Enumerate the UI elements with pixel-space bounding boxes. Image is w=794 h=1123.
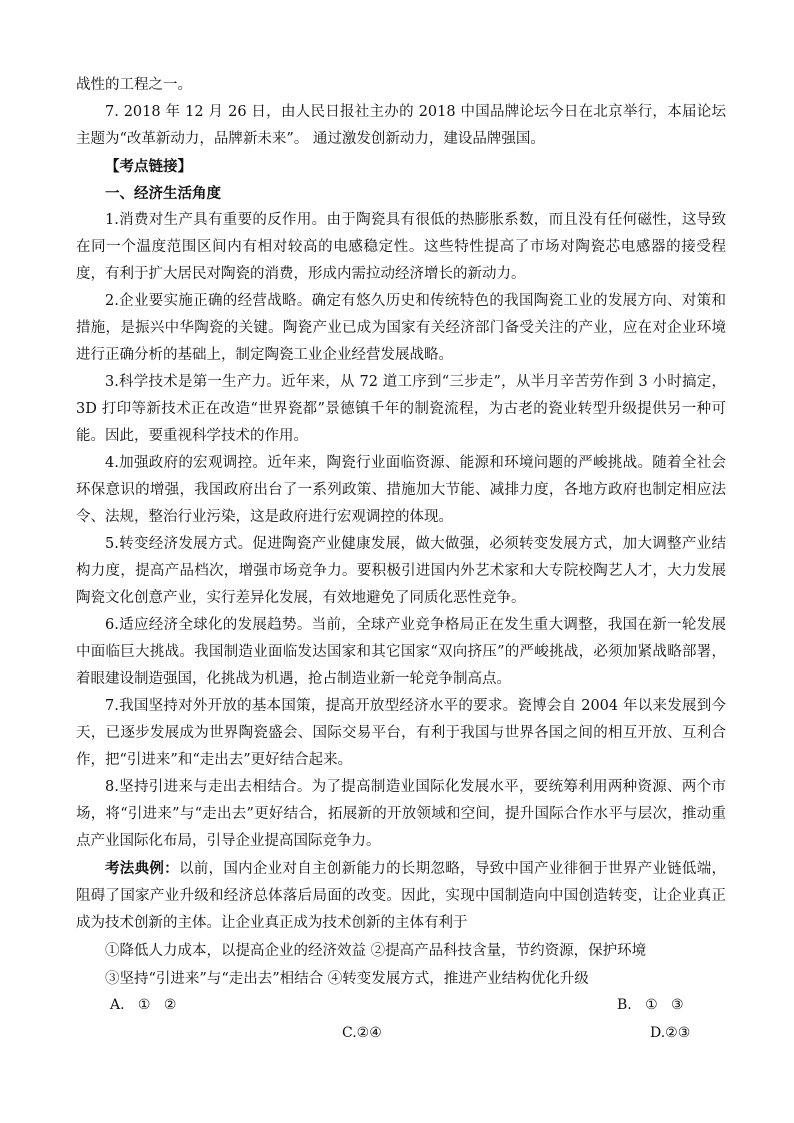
section-heading-economic: 一、经济生活角度 (105, 185, 221, 202)
document-body (76, 72, 726, 1055)
point-6: 6.适应经济全球化的发展趋势。当前，全球产业竞争格局正在发生重大调整，我国在新一轮发展中面临巨大挑战。我国制造业面临发达国家和其它国家“双向挤压”的严峻挑战，必须加紧战略部署，着眼建设制造强国，化挑战为机遇，抢占制造业新一轮竞争制高点。 (76, 617, 726, 687)
news-item-7: 7. 2018 年 12 月 26 日，由人民日报社主办的 2018 中国品牌论坛今日在北京举行，本届论坛主题为“改革新动力，品牌新未来”。 通过激发创新动力，建设品牌强国。 (76, 104, 726, 147)
point-3: 3.科学技术是第一生产力。近年来，从 72 道工序到“三步走”，从半月辛苦劳作到 3 小时搞定，3D 打印等新技术正在改造“世界瓷都”景德镇千年的制瓷流程，为古老的瓷业转型升级提供另一种可能。因此，要重视科学技术的作用。 (76, 374, 726, 444)
choice-a: A. ① ② (110, 997, 177, 1013)
option-line-1: ①降低人力成本，以提高企业的经济效益 ②提高产品科技含量，节约资源，保护环境 (105, 943, 647, 959)
choice-d: D.②③ (650, 1025, 691, 1041)
choice-c: C.②④ (342, 1025, 382, 1041)
point-1: 1.消费对生产具有重要的反作用。由于陶瓷具有很低的热膨胀系数，而且没有任何磁性，这导致在同一个温度范围区间内有相对较高的电感稳定性。这些特性提高了市场对陶瓷芯电感器的接受程度，有利于扩大居民对陶瓷的消费，形成内需拉动经济增长的新动力。 (76, 212, 726, 282)
answer-choices (76, 997, 726, 1055)
example-question (76, 855, 726, 937)
example-body: 以前，国内企业对自主创新能力的长期忽略，导致中国产业徘徊于世界产业链低端，阻碍了国家产业升级和经济总体落后局面的改变。因此，实现中国制造向中国创造转变，让企业真正成为技术创新的主体。让企业真正成为技术创新的主体有利于 (76, 861, 727, 931)
option-line-2: ③坚持“引进来”与“走出去”相结合 ④转变发展方式，推进产业结构优化升级 (105, 971, 589, 987)
point-8: 8.坚持引进来与走出去相结合。为了提高制造业国际化发展水平，要统筹利用两种资源、两个市场，将“引进来”与“走出去”更好结合，拓展新的开放领域和空间，提升国际合作水平与层次，推动重点产业国际化布局，引导企业提高国际竞争力。 (76, 779, 726, 849)
point-5: 5.转变经济发展方式。促进陶瓷产业健康发展，做大做强，必须转变发展方式，加大调整产业结构力度，提高产品档次，增强市场竞争力。要积极引进国内外艺术家和大专院校陶艺人才，大力发展陶瓷文化创意产业，实行差异化发展，有效地避免了同质化恶性竞争。 (76, 536, 726, 606)
choice-b: B. ① ③ (617, 997, 684, 1013)
section-link-header: 【考点链接】 (105, 158, 192, 175)
point-4: 4.加强政府的宏观调控。近年来，陶瓷行业面临资源、能源和环境问题的严峻挑战。随着全社会环保意识的增强，我国政府出台了一系列政策、措施加大节能、减排力度，各地方政府也制定相应法令、法规，整治行业污染，这是政府进行宏观调控的体现。 (76, 455, 726, 525)
point-7: 7.我国坚持对外开放的基本国策，提高开放型经济水平的要求。瓷博会自 2004 年以来发展到今天，已逐步发展成为世界陶瓷盛会、国际交易平台，有利于我国与世界各国之间的相互开放、互利合作，把“引进来”和“走出去”更好结合起来。 (76, 698, 726, 768)
point-2: 2.企业要实施正确的经营战略。确定有悠久历史和传统特色的我国陶瓷工业的发展方向、对策和措施，是振兴中华陶瓷的关键。陶瓷产业已成为国家有关经济部门备受关注的产业，应在对企业环境进行正确分析的基础上，制定陶瓷工业企业经营发展战略。 (76, 293, 726, 363)
continued-line: 战性的工程之一。 (76, 77, 192, 93)
example-lead: 考法典例： (105, 860, 179, 877)
